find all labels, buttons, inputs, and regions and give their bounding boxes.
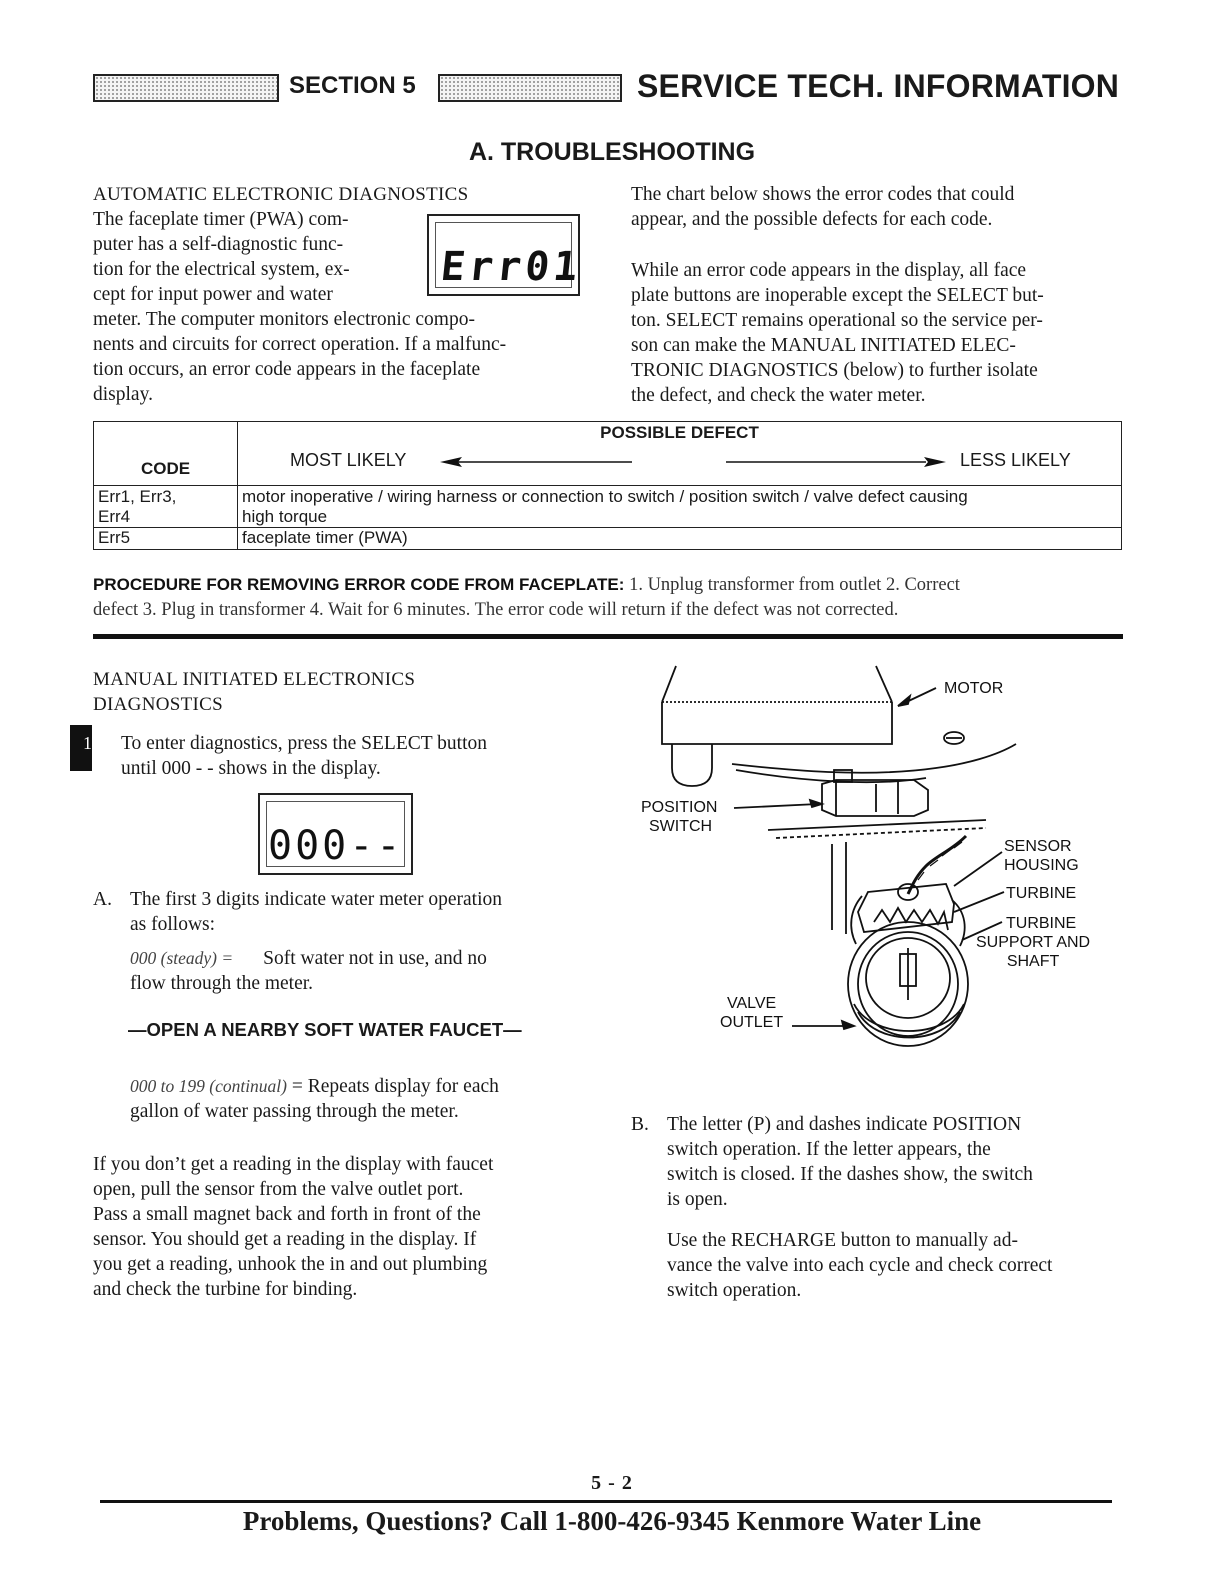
procedure-label: PROCEDURE FOR REMOVING ERROR CODE FROM FACEPLATE: [93, 575, 625, 594]
item-b-line: The letter (P) and dashes indicate POSITION [667, 1114, 1022, 1135]
item-b-line: is open. [667, 1189, 728, 1210]
most-likely-label: MOST LIKELY [290, 450, 407, 470]
error-display-line: While an error code appears in the display, all face [631, 260, 1027, 281]
steady-definition [130, 946, 583, 996]
label-turbine-support-line: TURBINE [1006, 915, 1077, 932]
label-motor: MOTOR [944, 680, 1004, 697]
procedure-paragraph [93, 572, 1123, 623]
chart-intro-line: appear, and the possible defects for each code. [631, 209, 993, 230]
item-a-letter: A. [93, 889, 112, 910]
procedure-steps-start: 1. Unplug transformer from outlet 2. Correct [624, 575, 960, 595]
error-display-line: TRONIC DIAGNOSTICS (below) to further isolate [631, 360, 1038, 381]
table-row [94, 486, 1122, 528]
auto-diag-line: The faceplate timer (PWA) com- [93, 209, 349, 230]
label-position-switch-line: POSITION [641, 799, 718, 816]
label-turbine-support [976, 914, 1090, 971]
step-1-line: To enter diagnostics, press the SELECT button [121, 733, 488, 754]
step-number: 1 [83, 733, 92, 753]
page-number: 5 - 2 [591, 1472, 633, 1494]
item-b-line: switch operation. If the letter appears, the [667, 1139, 991, 1160]
code-cell-line: Err5 [98, 528, 131, 547]
label-turbine-support-line: SUPPORT AND [976, 934, 1091, 951]
error-display-line: the defect, and check the water meter. [631, 385, 926, 406]
header-pattern-left [93, 74, 279, 102]
step-number-badge [70, 725, 92, 771]
motor-shaft [672, 744, 712, 786]
manual-diag-heading-line: DIAGNOSTICS [93, 694, 223, 715]
possible-defect-label: POSSIBLE DEFECT [600, 423, 759, 442]
recharge-line: vance the valve into each cycle and check correct [667, 1255, 1053, 1276]
likelihood-arrow-right [726, 454, 948, 470]
auto-diag-line: display. [93, 384, 153, 405]
defect-cell-line: motor inoperative / wiring harness or connection to switch / position switch / valve defect causing [242, 487, 968, 506]
recharge-line: Use the RECHARGE button to manually ad- [667, 1230, 1018, 1251]
defect-header [238, 422, 1122, 486]
no-reading-line: If you don’t get a reading in the display with faucet [93, 1154, 494, 1175]
footer-helpline: Problems, Questions? Call 1-800-426-9345 Kenmore Water Line [242, 1506, 982, 1536]
section-divider [93, 634, 1123, 639]
chart-intro-paragraph [631, 182, 1121, 232]
defect-cell-line: high torque [242, 507, 328, 526]
item-b-text [667, 1112, 1121, 1212]
label-position-switch [641, 798, 717, 836]
switch-body [822, 780, 928, 816]
label-turbine: TURBINE [1006, 885, 1077, 902]
base-plate-line-2 [776, 828, 986, 838]
code-cell [94, 486, 238, 528]
valve-outlet-leader-arrow [842, 1021, 854, 1029]
label-sensor-housing [1004, 837, 1079, 875]
likelihood-arrow-left [438, 454, 634, 470]
item-a-line: The first 3 digits indicate water meter operation [130, 889, 502, 910]
footer-rule [100, 1500, 1112, 1503]
recharge-paragraph [667, 1228, 1121, 1303]
wire-1 [732, 744, 1016, 773]
label-position-switch-line: SWITCH [649, 818, 713, 835]
motor-housing-right-edge [876, 666, 892, 702]
manual-diag-heading [93, 667, 415, 717]
steady-meaning: Soft water not in use, and no [263, 948, 487, 969]
code-cell [94, 528, 238, 550]
no-reading-line: you get a reading, unhook the in and out plumbing [93, 1254, 488, 1275]
auto-diag-paragraph-top [93, 207, 418, 307]
label-sensor-housing-line: SENSOR [1004, 838, 1072, 855]
auto-diag-line: tion for the electrical system, ex- [93, 259, 350, 280]
item-b-line: switch is closed. If the dashes show, the switch [667, 1164, 1033, 1185]
sensor-housing-leader [954, 852, 1002, 886]
defect-cell [238, 528, 1122, 550]
open-faucet-instruction: —OPEN A NEARBY SOFT WATER FAUCET— [128, 1019, 522, 1040]
diagram-art [662, 666, 1016, 1046]
continual-definition [130, 1074, 583, 1124]
chart-intro-line: The chart below shows the error codes that could [631, 184, 1015, 205]
error-display-line: son can make the MANUAL INITIATED ELEC- [631, 335, 1016, 356]
no-reading-line: sensor. You should get a reading in the display. If [93, 1229, 477, 1250]
procedure-line-1 [93, 572, 1123, 598]
no-reading-line: open, pull the sensor from the valve outlet port. [93, 1179, 464, 1200]
header-pattern-right [438, 74, 622, 102]
defect-cell-line: faceplate timer (PWA) [242, 528, 408, 547]
sensor-cord-twist [918, 842, 962, 880]
procedure-line-2: defect 3. Plug in transformer 4. Wait for 6 minutes. The error code will return if the defect was not corrected. [93, 600, 899, 620]
base-plate-line-1 [768, 820, 986, 830]
position-switch-leader-arrow [810, 800, 822, 807]
label-valve-outlet [720, 994, 783, 1032]
position-switch-leader [734, 804, 818, 808]
code-cell-line: Err1, Err3, [98, 487, 177, 506]
error-display-text: Err01 [438, 244, 584, 290]
manual-diag-heading-line: MANUAL INITIATED ELECTRONICS [93, 669, 416, 690]
label-sensor-housing-line: HOUSING [1004, 857, 1079, 874]
no-reading-paragraph [93, 1152, 583, 1302]
table-header-row [94, 422, 1122, 486]
label-turbine-support-line: SHAFT [1006, 953, 1060, 970]
continual-line-2: gallon of water passing through the meter. [130, 1101, 459, 1122]
no-reading-line: Pass a small magnet back and forth in front of the [93, 1204, 481, 1225]
item-b-letter: B. [631, 1114, 649, 1135]
auto-diag-paragraph-bottom [93, 307, 583, 407]
continual-term: 000 to 199 (continual) [130, 1076, 287, 1096]
page-heading: A. TROUBLESHOOTING [468, 138, 756, 166]
auto-diag-line: cept for input power and water [93, 284, 333, 305]
auto-diag-line: meter. The computer monitors electronic compo- [93, 309, 475, 330]
section-title: SERVICE TECH. INFORMATION [637, 68, 1120, 104]
diagnostic-display [258, 793, 413, 875]
motor-housing [662, 702, 892, 744]
error-display [427, 214, 584, 296]
step-1-text [121, 731, 583, 781]
label-valve-outlet-line: OUTLET [720, 1014, 784, 1031]
auto-diag-line: tion occurs, an error code appears in the faceplate [93, 359, 481, 380]
auto-diag-heading: AUTOMATIC ELECTRONIC DIAGNOSTICS [93, 184, 469, 205]
error-code-table [93, 421, 1122, 550]
code-header-label: CODE [140, 459, 191, 478]
steady-line-2: flow through the meter. [130, 973, 314, 994]
error-display-line: plate buttons are inoperable except the SELECT but- [631, 285, 1044, 306]
diagnostic-display-text: 000-- [268, 823, 404, 869]
table-row [94, 528, 1122, 550]
error-display-line: ton. SELECT remains operational so the service per- [631, 310, 1043, 331]
recharge-line: switch operation. [667, 1280, 802, 1301]
error-display-paragraph [631, 258, 1121, 408]
no-reading-line: and check the turbine for binding. [93, 1279, 358, 1300]
code-header [94, 422, 238, 486]
less-likely-label: LESS LIKELY [960, 450, 1071, 470]
switch-body-detail [836, 780, 898, 816]
code-cell-line: Err4 [98, 507, 131, 526]
turbine-leader [954, 892, 1004, 912]
label-valve-outlet-line: VALVE [726, 995, 777, 1012]
motor-leader-arrow [898, 696, 910, 706]
steady-term: 000 (steady) = [130, 948, 234, 968]
sensor-housing [858, 884, 954, 932]
defect-cell [238, 486, 1122, 528]
item-a-text [130, 887, 583, 937]
section-label: SECTION 5 [289, 72, 416, 99]
item-a-line: as follows: [130, 914, 216, 935]
auto-diag-line: puter has a self-diagnostic func- [93, 234, 344, 255]
auto-diag-line: nents and circuits for correct operation. If a malfunc- [93, 334, 507, 355]
continual-meaning: = Repeats display for each [287, 1076, 499, 1097]
motor-housing-left-edge [662, 666, 676, 702]
steady-line-1 [130, 946, 583, 971]
step-1-line: until 000 - - shows in the display. [121, 758, 381, 779]
continual-line-1 [130, 1074, 583, 1099]
